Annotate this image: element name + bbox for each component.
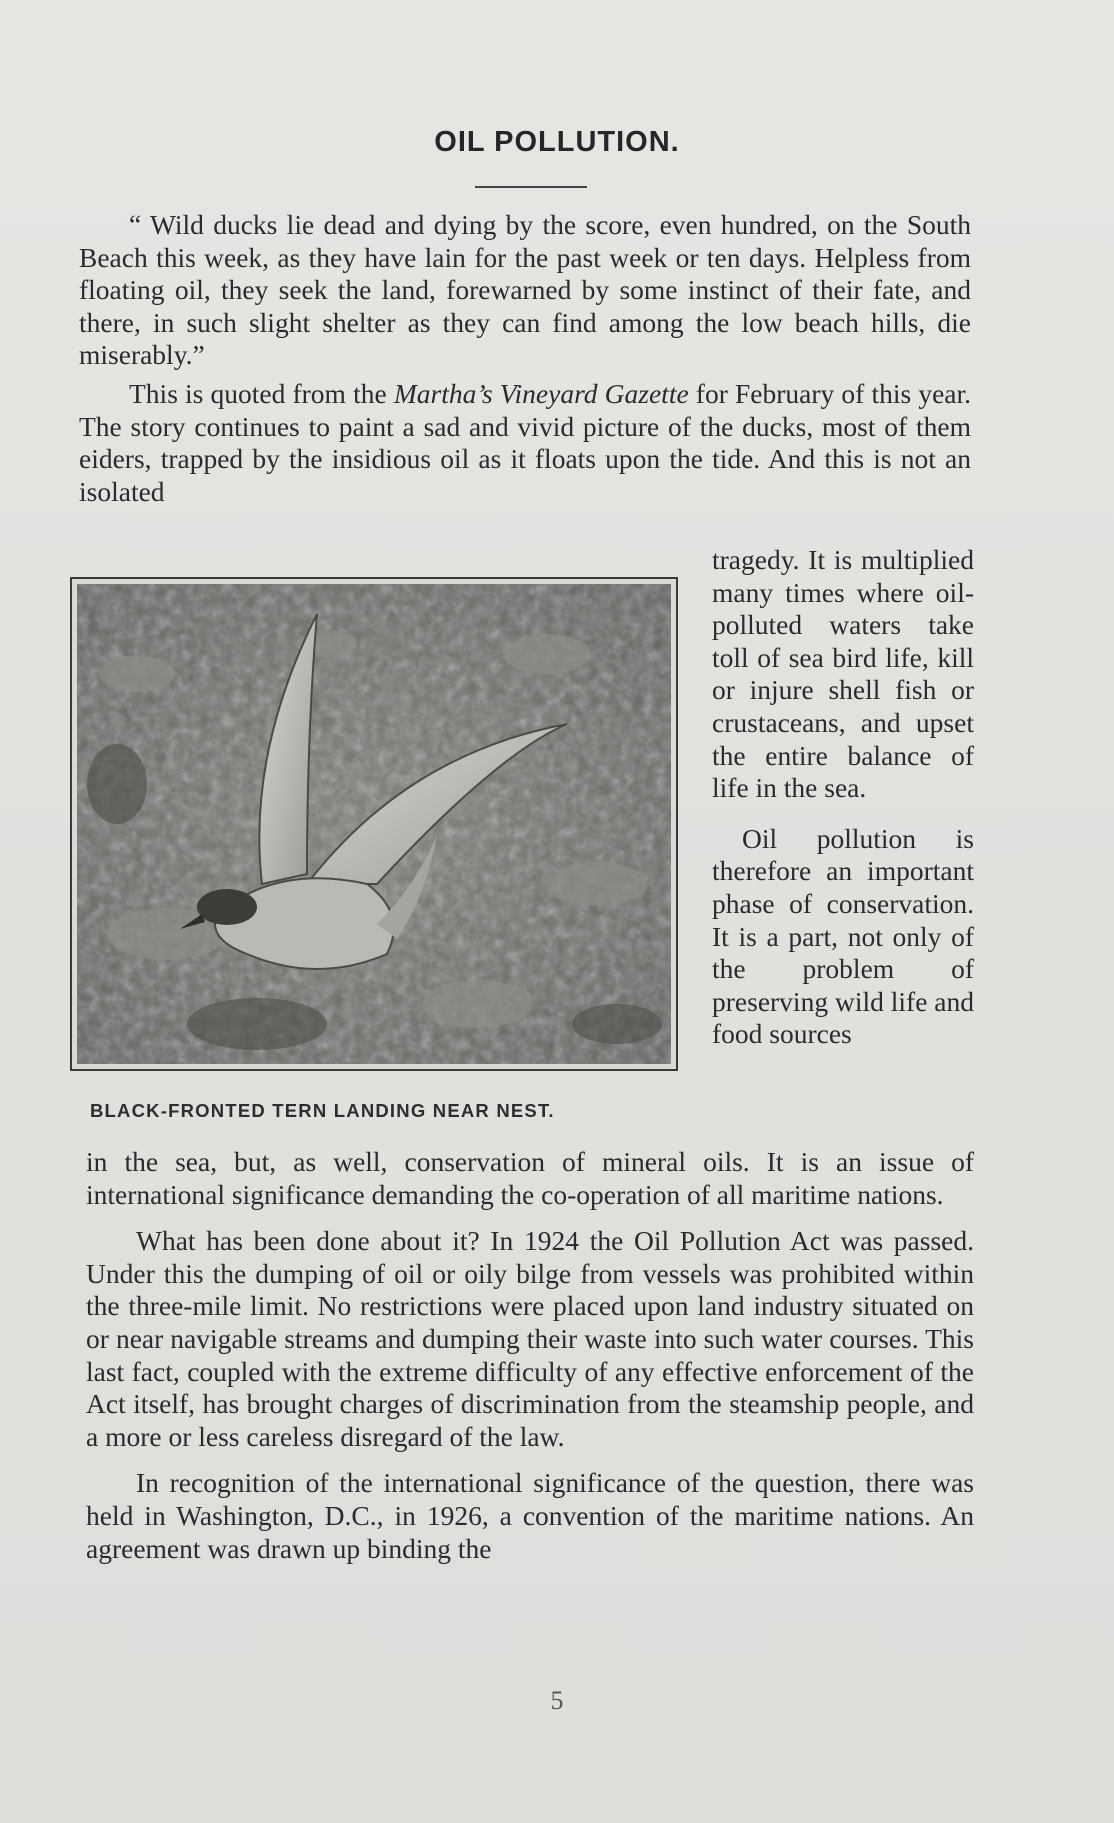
side-paragraph-tragedy: tragedy. It is multiplied many times where oil-polluted waters take toll of sea bird life, kill or injure shell fish or crustaceans, and upset the entire balance of life in the sea. <box>712 544 974 804</box>
page-number: 5 <box>550 1686 564 1715</box>
gazette-text-after: for February of this year. The story continues to paint a sad and vivid picture of the ducks, most of them eiders, trapped by the insidious oil as it floats upon the tide. And this is not an isolated <box>79 377 972 507</box>
title-divider <box>475 186 587 188</box>
figure-caption: BLACK-FRONTED TERN LANDING NEAR NEST. <box>90 1100 555 1121</box>
gazette-name: Martha’s Vineyard Gazette <box>393 377 689 409</box>
side-spacer <box>712 805 974 823</box>
paragraph-spacer <box>86 1211 974 1225</box>
opening-section <box>79 209 971 508</box>
side-paragraph-conservation: Oil pollution is therefore an important phase of conservation. It is a part, not only of the problem of preserving wild life and food sources <box>712 822 974 1050</box>
continuation-paragraph: in the sea, but, as well, conservation of mineral oils. It is an issue of international significance demanding the co-operation of all maritime nations. <box>86 1146 974 1210</box>
page-title: OIL POLLUTION. <box>434 126 680 158</box>
tern-photo-illustration <box>77 584 671 1064</box>
oil-pollution-act-paragraph: What has been done about it? In 1924 the Oil Pollution Act was passed. Under this the dumping of oil or oily bilge from vessels was prohibited within the three-mile limit. No restrictions were placed upon land industry situated on or near navigable streams and dumping their waste into such water courses. This last fact, coupled with the extreme difficulty of any effective enforcement of the Act itself, has brought charges of discrimination from the steamship people, and a more or less careless disregard of the law. <box>86 1225 974 1452</box>
closing-section <box>86 1146 974 1565</box>
tern-photograph <box>70 577 678 1071</box>
side-column <box>712 544 974 1051</box>
paragraph-spacer <box>86 1453 974 1467</box>
intro-quote-paragraph: “ Wild ducks lie dead and dying by the score, even hundred, on the South Beach this week, as they have lain for the past week or ten days. Helpless from floating oil, they seek the land, forewarned by some instinct of their fate, and there, in such slight shelter as they can find among the low beach hills, die miserably.” <box>79 209 971 371</box>
gazette-text-before: This is quoted from the <box>129 377 394 409</box>
convention-paragraph: In recognition of the international significance of the question, there was held in Washington, D.C., in 1926, a convention of the maritime nations. An agreement was drawn up binding the <box>86 1467 974 1564</box>
gazette-paragraph <box>79 378 971 508</box>
